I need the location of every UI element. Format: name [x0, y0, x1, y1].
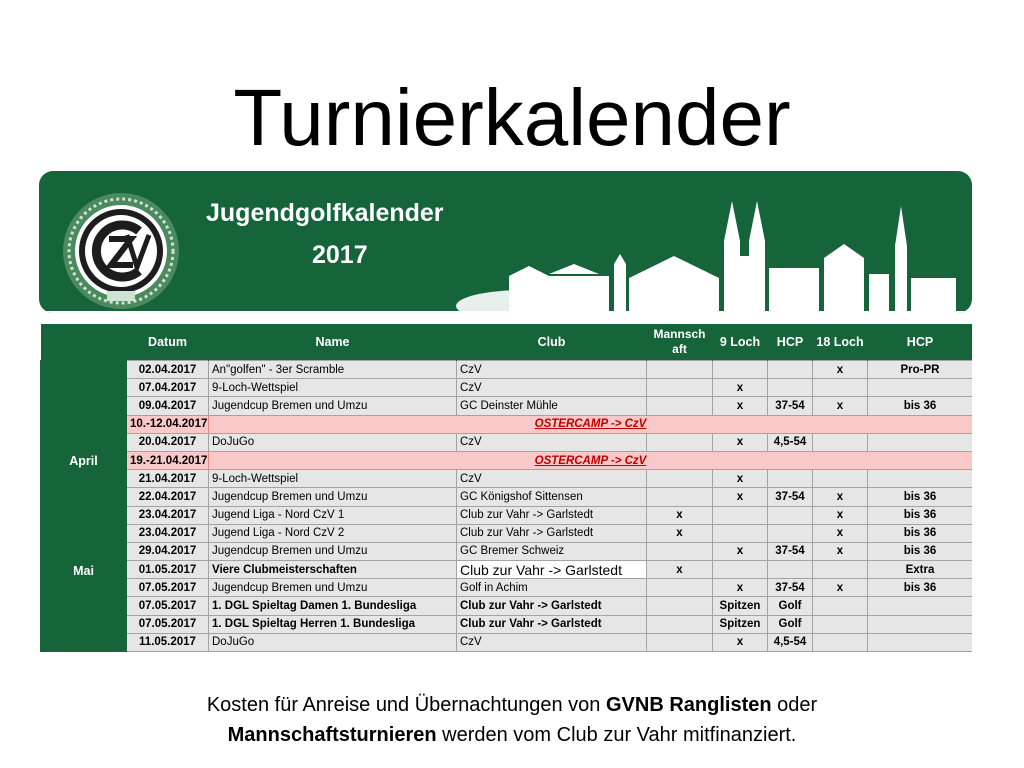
footer-text: Kosten für Anreise und Übernachtungen von [206, 694, 606, 716]
cell-hcp-9: 4,5-54 [768, 633, 813, 651]
cell-9-loch [713, 524, 768, 542]
calendar-banner [39, 171, 972, 313]
cell-date: 01.05.2017 [127, 561, 209, 579]
cell-18-loch [813, 433, 868, 451]
cell-mannschaft [647, 488, 713, 506]
cell-name: Jugendcup Bremen und Umzu [209, 397, 457, 415]
month-mai: Mai [41, 561, 127, 652]
cell-mannschaft [647, 361, 713, 379]
cell-name: DoJuGo [209, 633, 457, 651]
cell-name: 9-Loch-Wettspiel [209, 470, 457, 488]
table-header-row [41, 324, 973, 361]
cell-18-loch [813, 597, 868, 615]
cell-18-loch [813, 633, 868, 651]
cell-hcp-9 [768, 470, 813, 488]
cell-9-loch: x [713, 633, 768, 651]
table-row [41, 579, 973, 597]
cell-date: 22.04.2017 [127, 488, 209, 506]
cell-club: Club zur Vahr -> Garlstedt [457, 506, 647, 524]
cell-club: GC Deinster Mühle [457, 397, 647, 415]
cell-name: Jugendcup Bremen und Umzu [209, 488, 457, 506]
cell-hcp-9: 37-54 [768, 488, 813, 506]
cell-18-loch: x [813, 542, 868, 560]
cell-name: 9-Loch-Wettspiel [209, 379, 457, 397]
cell-date: 21.04.2017 [127, 470, 209, 488]
cell-18-loch [813, 561, 868, 579]
month-april: April [41, 361, 127, 561]
cell-camp: OSTERCAMP -> CzV [209, 451, 973, 469]
cell-hcp-18 [868, 379, 973, 397]
cell-date: 11.05.2017 [127, 633, 209, 651]
cell-mannschaft: x [647, 524, 713, 542]
cell-date: 20.04.2017 [127, 433, 209, 451]
cell-9-loch: x [713, 397, 768, 415]
tournament-table [40, 324, 972, 654]
cell-hcp-9 [768, 361, 813, 379]
cell-mannschaft [647, 579, 713, 597]
cell-hcp-9: 37-54 [768, 397, 813, 415]
table-row [41, 379, 973, 397]
cell-club: GC Königshof Sittensen [457, 488, 647, 506]
camp-row [41, 451, 973, 469]
cell-date: 09.04.2017 [127, 397, 209, 415]
footer-text: werden vom Club zur Vahr mitfinanziert. [436, 724, 797, 746]
cell-18-loch [813, 379, 868, 397]
cell-club: Club zur Vahr -> Garlstedt [457, 561, 647, 579]
cell-club: Club zur Vahr -> Garlstedt [457, 615, 647, 633]
cell-18-loch: x [813, 361, 868, 379]
banner-title: Jugendgolfkalender [206, 199, 444, 227]
cell-hcp-18: bis 36 [868, 488, 973, 506]
cell-mannschaft: x [647, 561, 713, 579]
header-hcp-9: HCP [768, 324, 813, 361]
cell-hcp-9 [768, 506, 813, 524]
cell-date: 07.05.2017 [127, 579, 209, 597]
cell-name: An"golfen" - 3er Scramble [209, 361, 457, 379]
banner-divider [39, 311, 972, 313]
cell-hcp-18 [868, 597, 973, 615]
cell-hcp-9 [768, 379, 813, 397]
footer-note [0, 690, 1024, 750]
cell-club: GC Bremer Schweiz [457, 542, 647, 560]
footer-line-2 [0, 720, 1024, 750]
cell-hcp-9: Golf [768, 597, 813, 615]
cell-9-loch: x [713, 433, 768, 451]
header-18-loch: 18 Loch [813, 324, 868, 361]
footer-text: oder [771, 694, 818, 716]
cell-hcp-18: bis 36 [868, 579, 973, 597]
cell-9-loch: Spitzen [713, 597, 768, 615]
cell-club: CzV [457, 470, 647, 488]
cell-date: 29.04.2017 [127, 542, 209, 560]
cell-name: Jugend Liga - Nord CzV 1 [209, 506, 457, 524]
banner-year: 2017 [312, 241, 368, 269]
cell-name: Jugendcup Bremen und Umzu [209, 542, 457, 560]
cell-name: DoJuGo [209, 433, 457, 451]
cell-mannschaft [647, 633, 713, 651]
cell-hcp-18 [868, 433, 973, 451]
table-row [41, 470, 973, 488]
cell-mannschaft: x [647, 506, 713, 524]
cell-date: 07.04.2017 [127, 379, 209, 397]
cell-18-loch [813, 470, 868, 488]
footer-line-1 [0, 690, 1024, 720]
footer-bold: Mannschaftsturnieren [227, 724, 437, 746]
cell-hcp-9: 37-54 [768, 579, 813, 597]
cell-9-loch: x [713, 579, 768, 597]
cell-hcp-9: 4,5-54 [768, 433, 813, 451]
cell-club: Club zur Vahr -> Garlstedt [457, 597, 647, 615]
slide-title: Turnierkalender [233, 73, 791, 162]
table-row [41, 597, 973, 615]
header-hcp-18: HCP [868, 324, 973, 361]
cell-mannschaft [647, 615, 713, 633]
cell-name: Jugend Liga - Nord CzV 2 [209, 524, 457, 542]
cell-club: Golf in Achim [457, 579, 647, 597]
cell-18-loch: x [813, 488, 868, 506]
footer-bold: GVNB Ranglisten [606, 694, 772, 716]
cell-9-loch [713, 361, 768, 379]
header-datum: Datum [127, 324, 209, 361]
header-month [41, 324, 127, 361]
cell-hcp-18 [868, 615, 973, 633]
cell-club: Club zur Vahr -> Garlstedt [457, 524, 647, 542]
cell-date: 23.04.2017 [127, 506, 209, 524]
cell-club: CzV [457, 433, 647, 451]
cell-date: 23.04.2017 [127, 524, 209, 542]
cell-18-loch: x [813, 506, 868, 524]
cell-hcp-9 [768, 561, 813, 579]
table-row [41, 561, 973, 579]
table-row [41, 633, 973, 651]
cell-9-loch [713, 561, 768, 579]
header-mannschaft: Mannsch aft [647, 324, 713, 361]
cell-hcp-18: bis 36 [868, 524, 973, 542]
header-club: Club [457, 324, 647, 361]
cell-mannschaft [647, 597, 713, 615]
cell-9-loch: x [713, 379, 768, 397]
cell-hcp-18: Extra [868, 561, 973, 579]
cell-date: 19.-21.04.2017 [127, 451, 209, 469]
city-skyline-icon [449, 196, 959, 313]
cell-mannschaft [647, 433, 713, 451]
cell-date: 02.04.2017 [127, 361, 209, 379]
cell-club: CzV [457, 361, 647, 379]
cell-name: Viere Clubmeisterschaften [209, 561, 457, 579]
table-row [41, 615, 973, 633]
cell-name: 1. DGL Spieltag Herren 1. Bundesliga [209, 615, 457, 633]
cell-hcp-18: bis 36 [868, 397, 973, 415]
cell-hcp-18: bis 36 [868, 542, 973, 560]
header-name: Name [209, 324, 457, 361]
cell-date: 07.05.2017 [127, 597, 209, 615]
cell-date: 10.-12.04.2017 [127, 415, 209, 433]
cell-mannschaft [647, 379, 713, 397]
table-row [41, 433, 973, 451]
cell-hcp-9 [768, 524, 813, 542]
table-row [41, 506, 973, 524]
cell-9-loch: x [713, 470, 768, 488]
cell-date: 07.05.2017 [127, 615, 209, 633]
cell-mannschaft [647, 397, 713, 415]
cell-hcp-9: 37-54 [768, 542, 813, 560]
cell-mannschaft [647, 470, 713, 488]
cell-18-loch: x [813, 579, 868, 597]
cell-name: Jugendcup Bremen und Umzu [209, 579, 457, 597]
table-row [41, 397, 973, 415]
camp-row [41, 415, 973, 433]
cell-hcp-18 [868, 470, 973, 488]
cell-18-loch [813, 615, 868, 633]
cell-18-loch: x [813, 524, 868, 542]
cell-camp: OSTERCAMP -> CzV [209, 415, 973, 433]
cell-hcp-18: Pro-PR [868, 361, 973, 379]
cell-9-loch: x [713, 542, 768, 560]
cell-mannschaft [647, 542, 713, 560]
header-9-loch: 9 Loch [713, 324, 768, 361]
cell-hcp-18: bis 36 [868, 506, 973, 524]
table-row [41, 524, 973, 542]
cell-9-loch: x [713, 488, 768, 506]
cell-club: CzV [457, 633, 647, 651]
cell-club: CzV [457, 379, 647, 397]
table-row [41, 361, 973, 379]
cell-name: 1. DGL Spieltag Damen 1. Bundesliga [209, 597, 457, 615]
cell-hcp-18 [868, 633, 973, 651]
cell-9-loch: Spitzen [713, 615, 768, 633]
club-logo-icon [61, 191, 181, 311]
cell-18-loch: x [813, 397, 868, 415]
table-row [41, 542, 973, 560]
cell-9-loch [713, 506, 768, 524]
table-row [41, 488, 973, 506]
cell-hcp-9: Golf [768, 615, 813, 633]
